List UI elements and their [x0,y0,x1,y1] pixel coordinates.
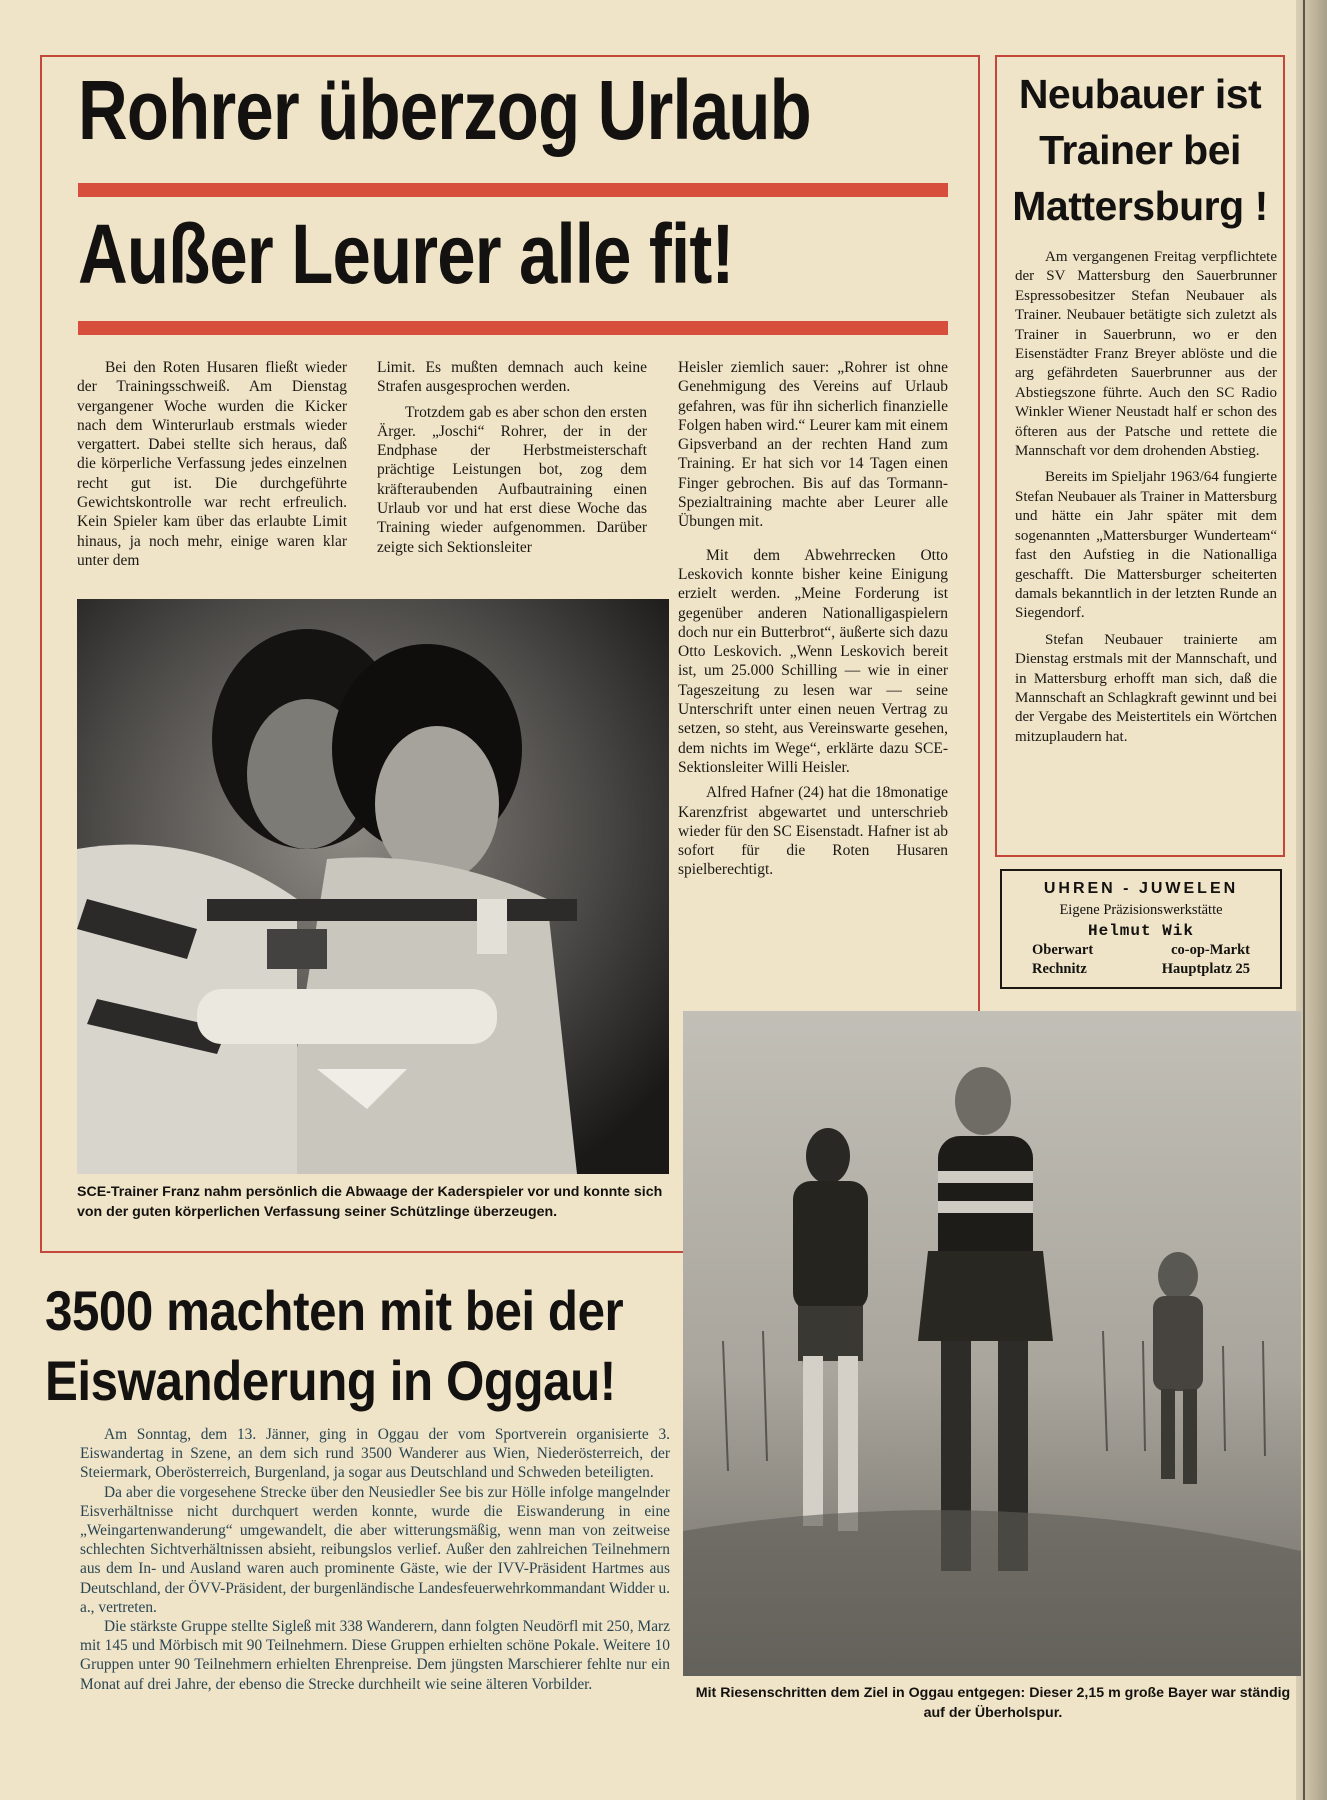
article-paragraph: Die stärkste Gruppe stellte Sigleß mit 338 Wanderern, dann folgten Neudörfl mit 250, Marz mit 145 und Mörbisch mit 90 Teilnehmern. Diese Gruppen erhielten schöne Pokale. Weitere 10 Gruppen unter 90 Teilnehmern erhielten Ehrenpreise. Dem jüngsten Marschierer fehlte nur ein Monat auf drei Jahre, der ebenso die Strecke durchheilt wie seine älteren Vorbilder. [80,1618,670,1693]
side-article-body [1015,248,1277,754]
article-paragraph: Da aber die vorgesehene Strecke über den Neusiedler See bis zur Hölle infolge mangelnder Eisverhältnisse nicht durchquert werden konnte, wurde die Eiswanderung in eine „Weingartenwanderung“ umgewandelt, die aber witterungsmäßig, wenn man von zeitweise schlechten Sichtverhältnissen absieht, reibungslos verlief. Außer den zahlreichen Teilnehmern aus dem In- und Ausland waren auch prominente Gäste, wie der IVV-Präsident Hartmes aus Deutschland, der ÖVV-Präsident, der burgenländische Landesfeuerwehrkommandant Widder u. a., vertreten. [80,1483,670,1616]
ad-location: Hauptplatz 25 [1161,961,1250,977]
article-paragraph: Stefan Neubauer trainierte am Dienstag erstmals mit der Mannschaft, und in Mattersburg erhofft man sich, daß die Mannschaft an Schlagkraft gewinnt und bei der Vergabe des Meistertitels ein Wörtchen mitzuplaudern hat. [1015,631,1278,745]
hikers-photo [683,1011,1301,1676]
article-paragraph: Bei den Roten Husaren fließt wieder der Trainingsschweiß. Am Dienstag vergangener Woche wurden die Kicker nach dem Winterurlaub erstmals wieder vergattert. Dabei stellte sich heraus, daß die körperliche Verfassung jedes einzelnen recht gut ist. Die durchgeführte Gewichtskontrolle war recht erfreulich. Kein Spieler kam über das erlaubte Limit hinaus, ja noch mehr, einige waren klar unter dem [77,359,347,569]
main-article-column-2 [377,358,647,563]
page-fold-line [1303,0,1305,1800]
article-paragraph: Limit. Es mußten demnach auch keine Strafen ausgesprochen werden. [377,359,647,396]
red-rule-top [78,183,948,197]
article-paragraph: Mit dem Abwehrrecken Otto Leskovich konnte bisher keine Einigung erzielt werden. „Meine Forderung ist gegenüber anderen Nationalligaspielern doch nur ein Butterbrot“, äußerte sich dazu Otto Leskovich. „Wenn Leskovich bereit ist, um 25.000 Schilling — wie in einer Tageszeitung zu lesen war — seine Unterschrift unter einen neuen Vertrag zu setzen, so steht, aus Vereinswarte gesehen, dem nichts im Wege“, erklärte dazu SCE-Sektionsleiter Willi Heisler. [678,546,948,776]
ad-town: Rechnitz [1032,961,1087,977]
ad-town: Oberwart [1032,942,1094,958]
article-paragraph: Am Sonntag, dem 13. Jänner, ging in Oggau der vom Sportverein organisierte 3. Eiswandertag in Szene, an dem sich rund 3500 Wanderer aus Wien, Niederösterreich, der Steiermark, Oberösterreich, Burgenland, ja sogar aus Deutschland und Schweden beteiligten. [80,1426,670,1482]
ad-line-1: UHREN - JUWELEN [1043,880,1239,897]
red-rule-bottom [78,321,948,335]
article-paragraph: Am vergangenen Freitag verpflichtete der SV Mattersburg den Sauerbrunner Espressobesitzer Stefan Neubauer als Trainer. Neubauer betätigte sich zuletzt als Trainer in Sauerbrunn, wo er den Eisenstädter Franz Breyer ablöste und die arg gefährdeten Sauerbrunner aus der Abstiegszone führte. Auch den SC Radio Winkler Wiener Neustadt half er schon des öfteren aus der Patsche und rettete die Mannschaft vor dem drohenden Abstieg. [1015,249,1277,460]
side-article-headline: Neubauer ist Trainer bei Mattersburg ! [1012,71,1268,229]
main-headline-1: Rohrer überzog Urlaub [78,63,811,157]
ad-address-row [1002,942,1280,959]
main-article-column-1 [77,358,347,576]
weigh-in-photo-caption: SCE-Trainer Franz nahm persönlich die Abwaage der Kaderspieler vor und konnte sich von der guten körperlichen Verfassung seiner Schützlinge überzeugen. [77,1184,663,1220]
article-paragraph: Alfred Hafner (24) hat die 18monatige Karenzfrist abgewartet und unterschrieb wieder für den SC Eisenstadt. Hafner ist ab sofort für die Roten Husaren spielberechtigt. [678,784,948,879]
jeweler-advertisement [1000,869,1282,989]
ad-line-2: Eigene Präzisionswerkstätte [1059,902,1223,918]
article-paragraph: Trotzdem gab es aber schon den ersten Ärger. „Joschi“ Rohrer, der in der Endphase der Herbstmeisterschaft prächtige Leistungen bot, zog dem kräfteraubenden Aufbautraining einen Urlaub vor und hat erst diese Woche das Training wieder aufgenommen. Darüber zeigte sich Sektionsleiter [377,403,647,556]
article-paragraph: Heisler ziemlich sauer: „Rohrer ist ohne Genehmigung des Vereins auf Urlaub gefahren, was für ihn sicherlich finanzielle Folgen haben wird.“ Leurer kam mit einem Gipsverband an der rechten Hand zum Training. Er hat sich vor 14 Tagen einen Finger gebrochen. Bis auf das Tormann-Spezialtraining machte aber Leurer alle Übungen mit. [678,359,948,531]
article-paragraph: Bereits im Spieljahr 1963/64 fungierte Stefan Neubauer als Trainer in Mattersburg und hätte ein Jahr später mit dem sogenannten „Mattersburger Wunderteam“ fast den Aufstieg in die Nationalliga geschafft. Die Mattersburger scheiterten damals bekanntlich in der letzten Runde an Siegendorf. [1015,469,1277,622]
bottom-headline [45,1276,623,1416]
ad-line-3: Helmut Wik [1087,922,1194,940]
ad-address-row [1002,961,1280,978]
main-article-column-3 [678,358,948,886]
bottom-headline-line-1: 3500 machten mit bei der [45,1279,624,1342]
bottom-article-body [80,1425,670,1694]
ad-location: co-op-Markt [1171,942,1250,958]
weigh-in-photo [77,599,669,1174]
main-headline-2: Außer Leurer alle fit! [78,207,734,301]
hikers-photo-caption: Mit Riesenschritten dem Ziel in Oggau entgegen: Dieser 2,15 m große Bayer war ständig auf der Überholspur. [695,1685,1291,1721]
bottom-headline-line-2: Eiswanderung in Oggau! [45,1349,616,1412]
